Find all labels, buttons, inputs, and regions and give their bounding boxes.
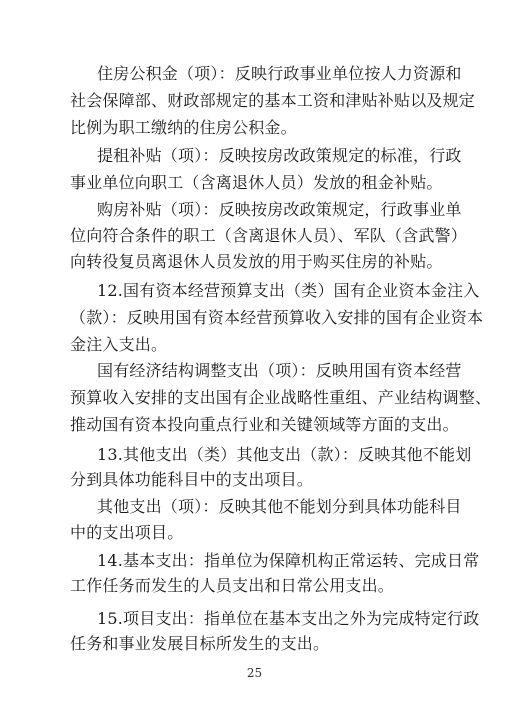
text-line: 提租补贴（项）：反映按房改政策规定的标准，行政	[97, 146, 462, 165]
text-line: 住房公积金（项）：反映行政事业单位按人力资源和	[97, 64, 462, 83]
text-line: 金注入支出。	[70, 335, 168, 354]
text-line: 比例为职工缴纳的住房公积金。	[70, 118, 297, 137]
text-line: 社会保障部、财政部规定的基本工资和津贴补贴以及规定	[70, 91, 476, 110]
text-line: 推动国有资本投向重点行业和关键领域等方面的支出。	[70, 415, 459, 434]
text-line: 国有经济结构调整支出（项）：反映用国有资本经营	[97, 361, 462, 380]
text-line: 13.其他支出（类）其他支出（款）：反映其他不能划	[97, 445, 472, 464]
text-line: （款）：反映用国有资本经营预算收入安排的国有企业资本	[70, 308, 484, 327]
text-line: 位向符合条件的职工（含离退休人员）、军队（含武警）	[70, 226, 468, 245]
text-line: 14.基本支出：指单位为保障机构正常运转、完成日常	[97, 551, 480, 570]
text-line: 中的支出项目。	[70, 523, 184, 542]
page-number: 25	[246, 666, 263, 680]
text-line: 购房补贴（项）：反映按房改政策规定，行政事业单	[97, 200, 462, 219]
text-line: 分到具体功能科目中的支出项目。	[70, 470, 314, 489]
text-line: 向转役复员离退休人员发放的用于购买住房的补贴。	[70, 252, 443, 271]
text-line: 任务和事业发展目标所发生的支出。	[70, 634, 330, 653]
text-line: 工作任务而发生的人员支出和日常公用支出。	[70, 576, 395, 595]
text-line: 15.项目支出：指单位在基本支出之外为完成特定行政	[97, 609, 480, 628]
text-line: 其他支出（项）：反映其他不能划分到具体功能科目	[97, 497, 462, 516]
text-line: 事业单位向职工（含离退休人员）发放的租金补贴。	[70, 173, 443, 192]
text-line: 12.国有资本经营预算支出（类）国有企业资本金注入	[97, 281, 480, 300]
text-line: 预算收入安排的支出国有企业战略性重组、产业结构调整、	[70, 388, 492, 407]
